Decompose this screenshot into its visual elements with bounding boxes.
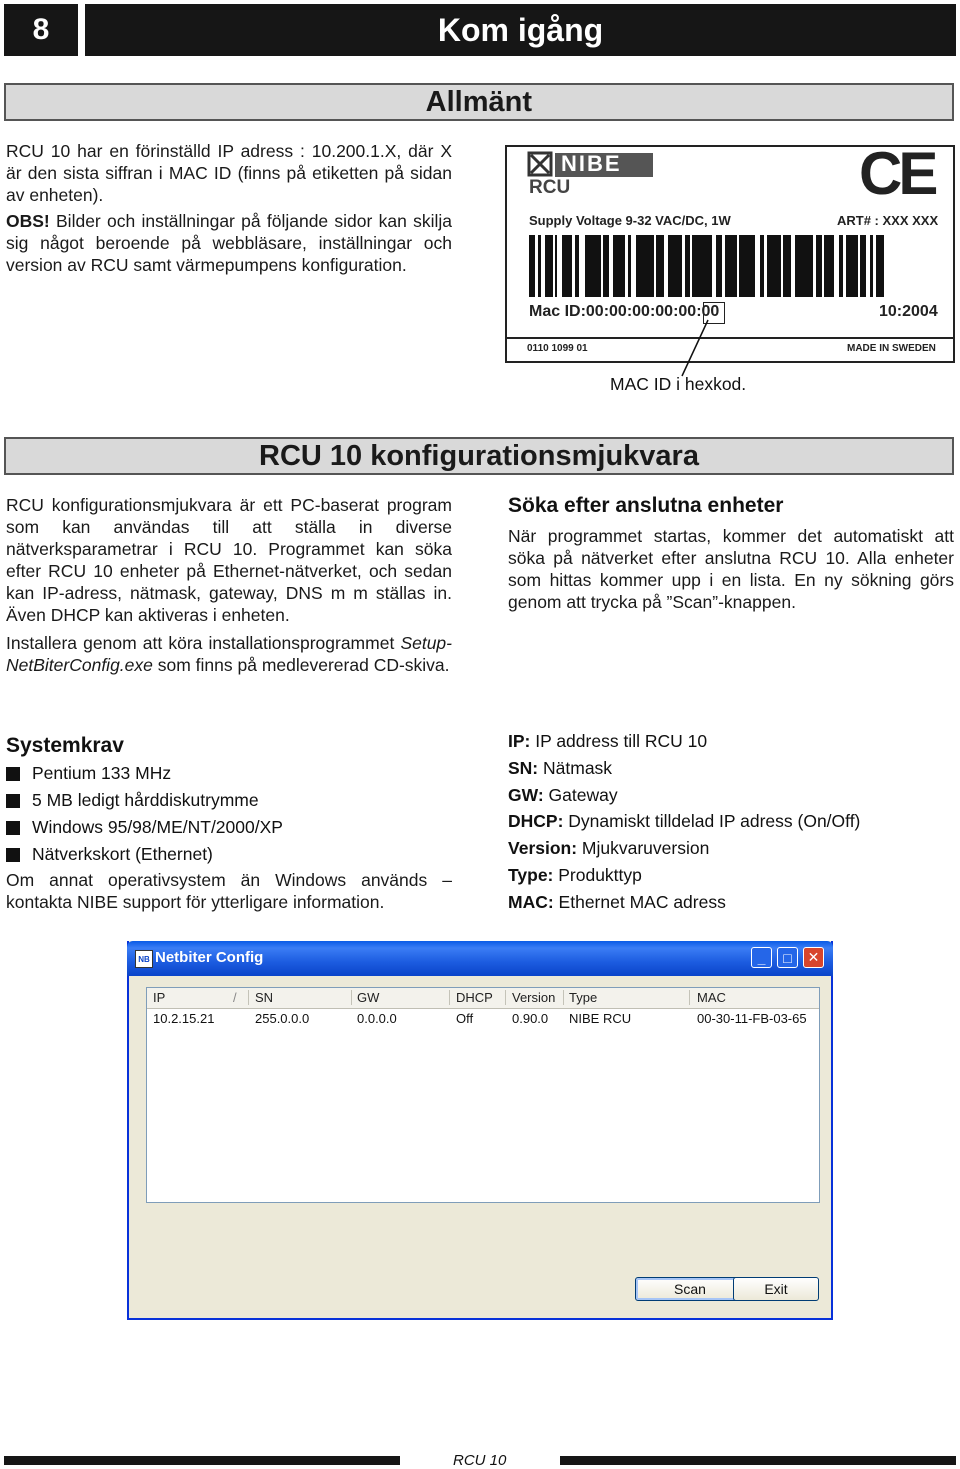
pointer-line (670, 318, 710, 378)
intro-paragraph: RCU 10 har en förinställd IP adress : 10.200.1.X, där X är den sista siffran i MAC ID (finns på etiketten på sidan av enheten). OBS! Bilder och inställningar på följande sidor kan skilja sig något beroende på webbläsare, inställningar och version av RCU samt värmepumpens konfiguration. (6, 141, 452, 275)
ce-mark: CE (859, 145, 935, 207)
footer-bar-left (4, 1456, 400, 1465)
chapter-title: Kom igång (85, 4, 956, 56)
cell-type: NIBE RCU (569, 1011, 632, 1026)
label-date: 10:2004 (879, 303, 938, 320)
column-sn[interactable]: SN (255, 990, 274, 1005)
definition-gw: GW: Gateway (508, 784, 618, 805)
cell-mac: 00-30-11-FB-03-65 (697, 1011, 807, 1026)
exit-button[interactable]: Exit (733, 1277, 819, 1301)
label-mac-id: Mac ID:00:00:00:00:00:00 (529, 303, 720, 320)
column-dhcp[interactable]: DHCP (456, 990, 493, 1005)
definitions-list (508, 728, 954, 916)
column-gw[interactable]: GW (357, 990, 380, 1005)
definition-mac: MAC: Ethernet MAC adress (508, 891, 726, 912)
definition-dhcp: DHCP: Dynamiskt tilldelad IP adress (On/Off) (508, 811, 861, 832)
config-paragraph: RCU konfigurationsmjukvara är ett PC-baserat program som kan användas till att ställa in diverse nätverksparametrar i RCU 10. Programmet kan söka efter RCU 10 enheter på Ethernet-nätverket, och sedan kan IP-adress, nätmask, gateway, DNS m m ställas in. Även DHCP kan aktiveras i enheten. Installera genom att köra installationsprogrammet Setup-NetBiterConfig.exe som finns på medlevererad CD-skiva. (6, 495, 452, 675)
page-number: 8 (4, 4, 78, 56)
search-section (508, 494, 954, 613)
window-titlebar[interactable] (127, 941, 833, 976)
mac-caption: MAC ID i hexkod. (610, 374, 747, 394)
column-ip[interactable]: IP (153, 990, 166, 1005)
definition-sn: SN: Nätmask (508, 757, 613, 778)
close-button[interactable]: ✕ (803, 947, 824, 968)
section-heading-config: RCU 10 konfigurationsmjukvara (4, 437, 954, 475)
cell-ip: 10.2.15.21 (153, 1011, 215, 1026)
netbiter-config-window (127, 941, 833, 1320)
footer-text: RCU 10 (453, 1452, 507, 1469)
list-item: 5 MB ledigt hårddiskutrymme (6, 787, 452, 814)
label-supply: Supply Voltage 9-32 VAC/DC, 1W (529, 213, 731, 228)
definition-version: Version: Mjukvaruversion (508, 838, 710, 859)
scan-button[interactable]: Scan (635, 1277, 745, 1301)
label-product: RCU (529, 177, 571, 198)
systemkrav-list (6, 760, 452, 868)
list-item: Windows 95/98/ME/NT/2000/XP (6, 814, 452, 841)
definition-ip: IP: IP address till RCU 10 (508, 731, 708, 751)
label-made-in: MADE IN SWEDEN (847, 343, 936, 354)
device-list[interactable] (146, 987, 820, 1203)
label-footer-strip (507, 337, 953, 363)
systemkrav-section (6, 734, 452, 913)
column-type[interactable]: Type (569, 990, 598, 1005)
product-label-image (505, 145, 955, 363)
cell-sn: 255.0.0.0 (255, 1011, 310, 1026)
search-heading: Söka efter anslutna enheter (508, 494, 784, 517)
definition-type: Type: Produkttyp (508, 864, 642, 885)
cell-gw: 0.0.0.0 (357, 1011, 397, 1026)
section-heading-allmant: Allmänt (4, 83, 954, 121)
column-version[interactable]: Version (512, 990, 556, 1005)
cell-dhcp: Off (456, 1011, 474, 1026)
nibe-logo (527, 151, 657, 204)
sort-indicator: / (233, 990, 237, 1005)
search-text: När programmet startas, kommer det automatiskt att söka på nätverket efter anslutna RCU 10. Alla enheter som hittas kommer upp i en lista. En ny sökning görs genom att trycka på ”Scan”-knappen. (508, 526, 954, 612)
barcode (529, 235, 929, 297)
list-item: Pentium 133 MHz (6, 760, 452, 787)
list-item: Nätverkskort (Ethernet) (6, 841, 452, 868)
systemkrav-note: Om annat operativsystem än Windows används – kontakta NIBE support för ytterligare information. (6, 870, 452, 912)
minimize-button[interactable]: _ (751, 947, 772, 968)
label-art: ART# : XXX XXX (837, 213, 939, 228)
window-title: Netbiter Config (155, 949, 264, 966)
label-code: 0110 1099 01 (527, 343, 588, 354)
app-icon: NB (135, 950, 153, 968)
maximize-button[interactable]: □ (777, 947, 798, 968)
list-header (147, 988, 819, 1009)
systemkrav-heading: Systemkrav (6, 734, 124, 757)
footer-bar-right (560, 1456, 956, 1465)
column-mac[interactable]: MAC (697, 990, 726, 1005)
cell-version: 0.90.0 (512, 1011, 549, 1026)
label-brand: NIBE (561, 151, 622, 176)
